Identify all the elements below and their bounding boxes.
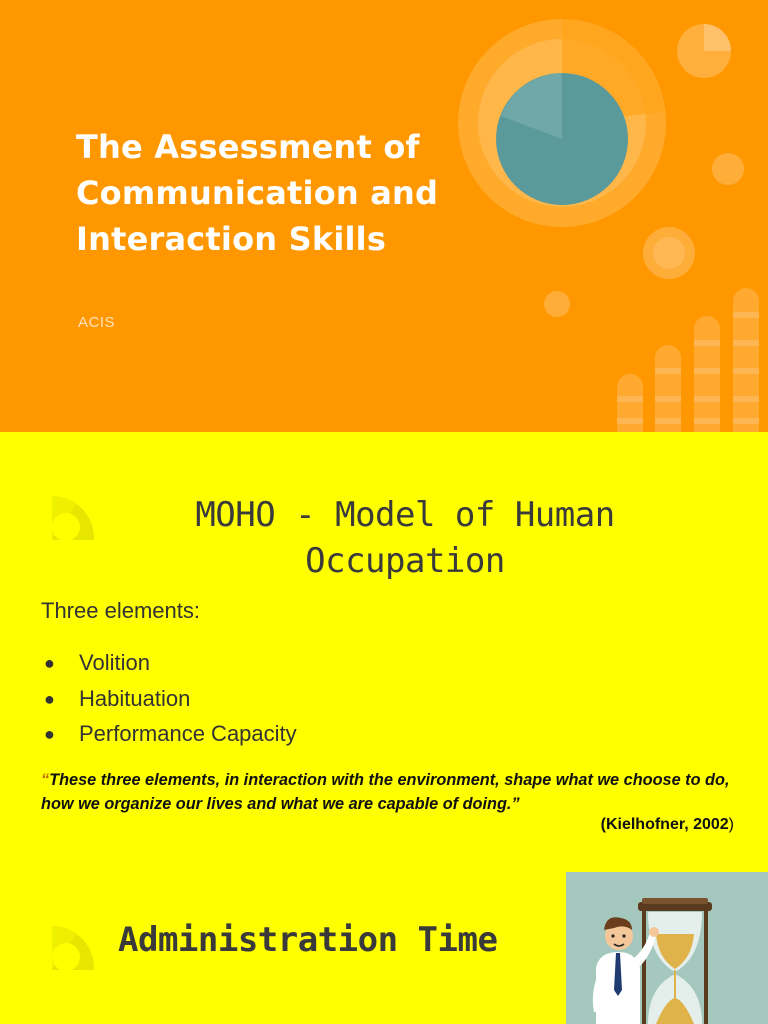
list-item [41,684,297,720]
section-title: MOHO - Model of Human Occupation [195,495,615,581]
bar-shape [733,288,759,432]
small-circle-segment [704,24,731,51]
tiny-circle-left [544,291,570,317]
quote-citation [601,816,734,834]
quote-open-mark: “ [41,771,50,789]
bullet-icon: ● [44,653,55,673]
quote [41,768,741,816]
tiny-circle-right [712,153,744,185]
bullet-icon: ● [44,724,55,744]
list-item [41,648,297,684]
section-subheading: Administration Time [118,920,498,960]
quarter-circle-icon [52,926,96,972]
intro-text: Three elements: [41,598,200,623]
mid-circle-inner [653,237,685,269]
list-item-text: Habituation [79,685,191,711]
list-item [41,719,297,755]
content-slide [0,432,768,1024]
quote-text: These three elements, in interaction with the environment, shape what we choose to do, how we organize our lives and what we are capable of doing.” [41,771,730,813]
hourglass-illustration [566,872,768,1024]
quarter-circle-icon [52,496,96,542]
list-item-text: Volition [79,650,150,675]
slide-subtitle: ACIS [78,314,116,331]
bullet-icon: ● [44,688,55,709]
elements-list [41,648,297,755]
slide-title: The Assessment of Communication and Interaction Skills [76,128,439,258]
list-item-text: Performance Capacity [79,721,297,746]
citation-close: ) [728,816,734,833]
citation-text: (Kielhofner, 2002 [600,816,729,833]
title-slide [0,0,768,432]
hourglass-businessman-image [566,872,768,1024]
